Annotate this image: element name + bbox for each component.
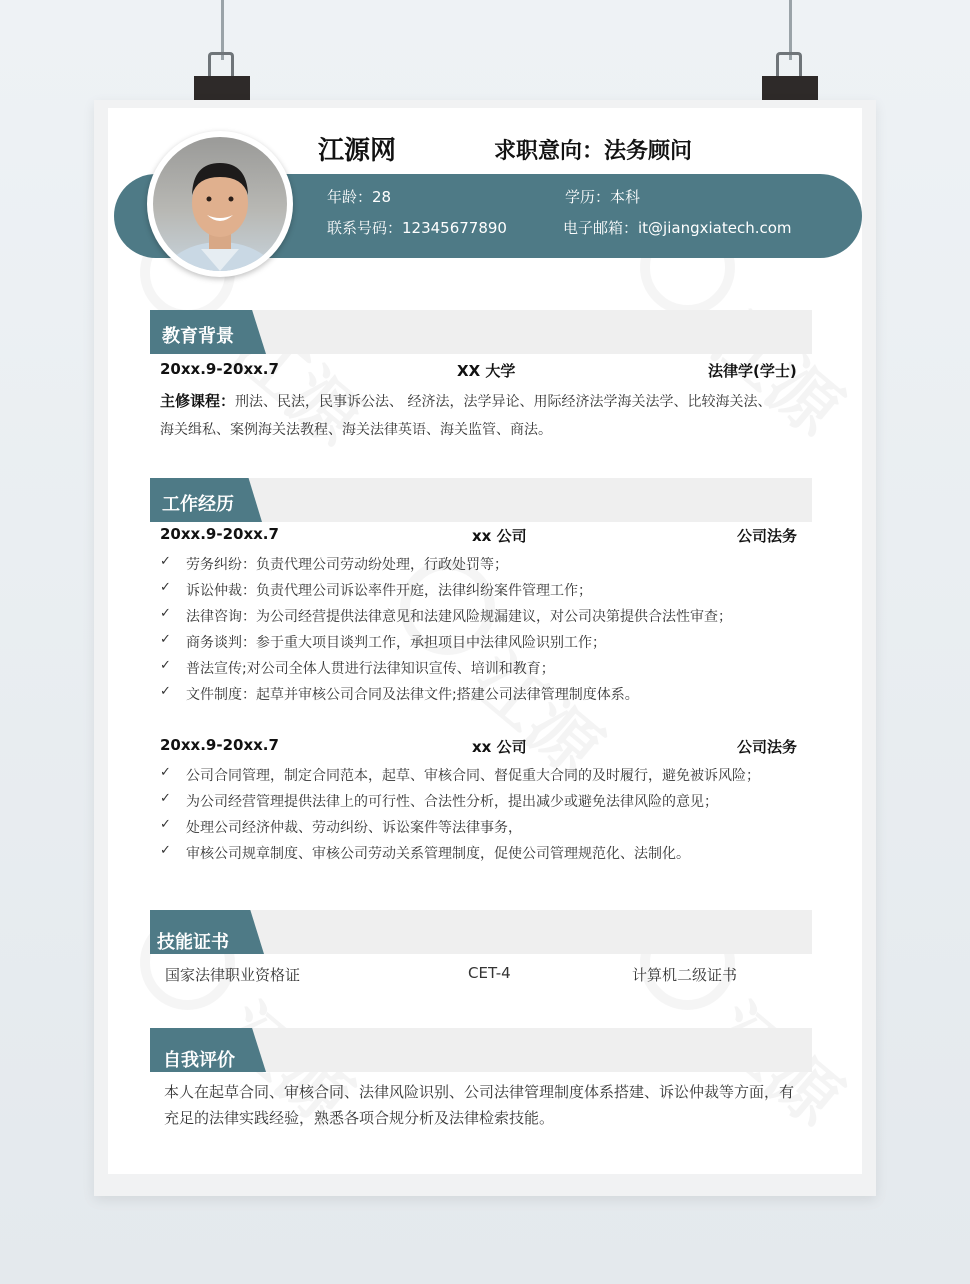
courses-text: 刑法、民法，民事诉公法、 经济法，法学异论、用际经济法学海关法学、比较海关法、 <box>235 394 772 410</box>
skill-item: CET-4 <box>468 964 511 982</box>
job1-item: 劳务纠纷：负责代理公司劳动纷处理，行政处罚等； <box>186 557 508 573</box>
skill-item: 计算机二级证书 <box>632 966 738 984</box>
edu-courses-line2: 海关缉私、案例海关法教程、海关法律英语、海关监管、商法。 <box>160 422 552 438</box>
check-icon: ✓ <box>160 606 171 621</box>
job1-item: 诉讼仲裁：负责代理公司诉讼率件开庭，法律纠纷案件管理工作； <box>186 583 592 599</box>
age-field: 年龄：28 <box>327 188 392 206</box>
job2-item: 审核公司规章制度、审核公司劳动关系管理制度，促使公司管理规范化、法制化。 <box>186 846 690 862</box>
education-field: 学历：本科 <box>565 188 641 206</box>
check-icon: ✓ <box>160 554 171 569</box>
check-icon: ✓ <box>160 843 171 858</box>
section-title-self: 自我评价 <box>163 1050 235 1071</box>
check-icon: ✓ <box>160 658 171 673</box>
check-icon: ✓ <box>160 791 171 806</box>
avatar <box>147 131 293 277</box>
job1-item: 文件制度：起草并审核公司合同及法律文件;搭建公司法律管理制度体系。 <box>186 687 639 703</box>
candidate-name: 江源网 <box>318 136 397 166</box>
job2-item: 为公司经营管理提供法律上的可行性、合法性分析，提出减少或避免法律风险的意见； <box>186 794 718 810</box>
check-icon: ✓ <box>160 765 171 780</box>
person-photo <box>153 137 287 271</box>
hanging-wire-right <box>789 0 792 60</box>
job2-item: 处理公司经济仲裁、劳动纠纷、诉讼案件等法律事务， <box>186 820 522 836</box>
check-icon: ✓ <box>160 632 171 647</box>
hanging-wire-left <box>221 0 224 60</box>
job1-item: 普法宣传;对公司全体人贯进行法律知识宣传、培训和教育； <box>186 661 555 677</box>
section-title-education: 教育背景 <box>162 326 234 347</box>
job2-period: 20xx.9-20xx.7 <box>160 736 279 754</box>
check-icon: ✓ <box>160 817 171 832</box>
job2-role: 公司法务 <box>737 738 798 756</box>
job-intent: 求职意向：法务顾问 <box>494 139 693 164</box>
self-eval-line1: 本人在起草合同、审核合同、法律风险识别、公司法律管理制度体系搭建、诉讼仲裁等方面，有 <box>164 1083 795 1101</box>
edu-school: XX 大学 <box>457 362 516 380</box>
skill-item: 国家法律职业资格证 <box>165 966 301 984</box>
job2-company: xx 公司 <box>472 738 527 756</box>
job2-item: 公司合同管理，制定合同范本，起草、审核合同、督促重大合同的及时履行，避免被诉风险； <box>186 768 760 784</box>
check-icon: ✓ <box>160 684 171 699</box>
job1-role: 公司法务 <box>737 527 798 545</box>
job1-item: 法律咨询：为公司经营提供法律意见和法建风险规漏建议，对公司决第提供合法性审查； <box>186 609 732 625</box>
edu-courses-line1 <box>160 390 771 411</box>
edu-degree: 法律学(学士) <box>708 362 797 380</box>
job1-item: 商务谈判：参于重大项目谈判工作，承担项目中法律风险识别工作； <box>186 635 606 651</box>
edu-period: 20xx.9-20xx.7 <box>160 360 279 378</box>
job1-period: 20xx.9-20xx.7 <box>160 525 279 543</box>
phone-field: 联系号码：12345677890 <box>327 219 507 237</box>
courses-label: 主修课程： <box>160 392 236 410</box>
self-eval-line2: 充足的法律实践经验，熟悉各项合规分析及法律检索技能。 <box>164 1109 555 1127</box>
job1-company: xx 公司 <box>472 527 527 545</box>
check-icon: ✓ <box>160 580 171 595</box>
section-title-skills: 技能证书 <box>157 932 229 953</box>
email-field: 电子邮箱：it@jiangxiatech.com <box>563 219 792 237</box>
section-title-work: 工作经历 <box>162 494 234 515</box>
